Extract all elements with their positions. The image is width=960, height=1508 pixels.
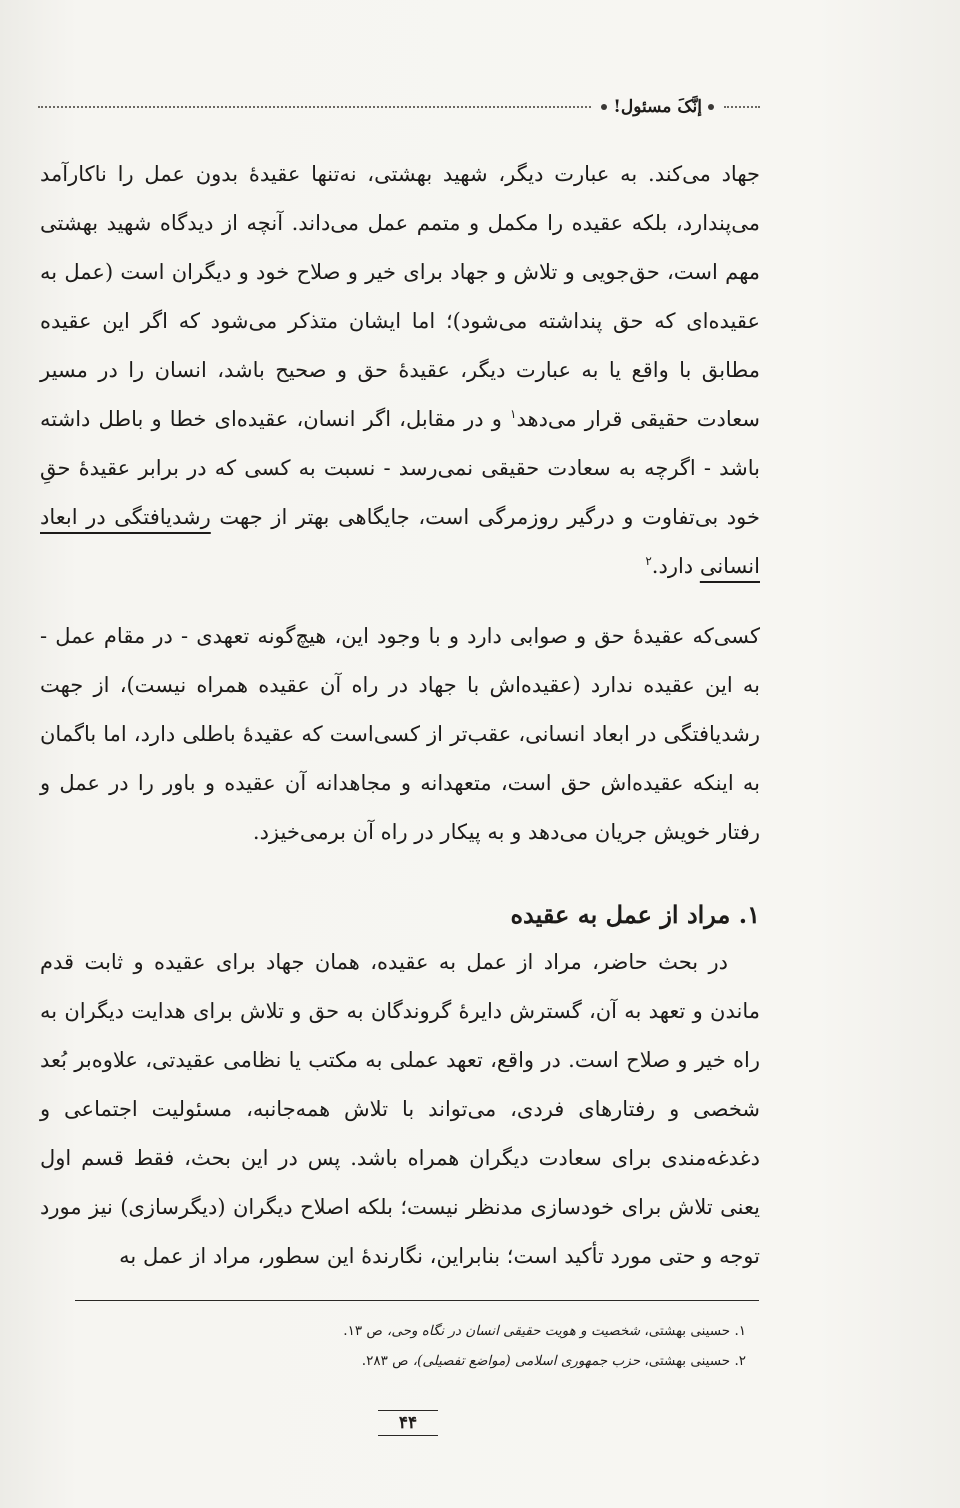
footnote-1 bbox=[40, 1316, 746, 1346]
footnotes bbox=[40, 1316, 760, 1376]
paragraph-1-text-c: دارد. bbox=[651, 554, 700, 578]
underlined-phrase: رشدیافتگی در ابعاد انسانی bbox=[40, 505, 760, 578]
bullet-icon bbox=[708, 104, 714, 110]
header-title: إنَّکَ مسئول! bbox=[613, 97, 702, 117]
paragraph-1-text-b: و در مقابل، اگر انسان، عقیده‌ای خطا و باطل داشته باشد - اگرچه به سعادت حقیقی نمی‌رسد - نسبت به کسی که در برابر عقیدهٔ حقِ خود بی‌تفاوت و درگیر روزمرگی است، جایگاهی بهتر از جهت bbox=[40, 407, 760, 529]
footnote-page: ص ۲۸۳. bbox=[361, 1353, 413, 1369]
footnote-number: ۲. bbox=[734, 1353, 746, 1369]
header-dotted-line-right bbox=[724, 106, 760, 108]
paragraph-1-text-a: جهاد می‌کند. به عبارت دیگر، شهید بهشتی، نه‌تنها عقیدهٔ بدون عمل را ناکارآمد می‌پندارد، بلکه عقیده را مکمل و متمم عمل می‌داند. آنچه از دیدگاه شهید بهشتی مهم است، حق‌جویی و تلاش و جهاد برای خیر و صلاح خود و دیگران است (عمل به عقیده‌ای که حق پنداشته می‌شود)؛ اما ایشان متذکر می‌شود که اگر این عقیده مطابق با واقع یا به عبارت دیگر، عقیدهٔ حق و صحیح باشد، انسان را در مسیر سعادت حقیقی قرار می‌دهد bbox=[40, 162, 760, 431]
footnote-work-title: حزب جمهوری اسلامی (مواضع تفصیلی)، bbox=[412, 1353, 645, 1369]
running-header bbox=[38, 92, 760, 122]
footnote-number: ۱. bbox=[734, 1323, 746, 1339]
page-number: ۴۴ bbox=[378, 1410, 438, 1436]
footnote-work-title: شخصیت و هویت حقیقی انسان در نگاه وحی، bbox=[387, 1323, 645, 1339]
bullet-icon bbox=[601, 104, 607, 110]
footnote-author: حسینی بهشتی، bbox=[644, 1353, 731, 1369]
footnote-divider bbox=[75, 1300, 759, 1301]
footnote-page: ص ۱۳. bbox=[343, 1323, 387, 1339]
header-title-wrap bbox=[591, 97, 724, 117]
footnote-author: حسینی بهشتی، bbox=[644, 1323, 731, 1339]
footnote-2 bbox=[40, 1346, 746, 1376]
paragraph-3: در بحث حاضر، مراد از عمل به عقیده، همان جهاد برای عقیده و ثابت قدم ماندن و تعهد به آن، گسترش دایرهٔ گروندگان به حق و تلاش برای هدایت دیگران به راه خیر و صلاح است. در واقع، تعهد عملی به مکتب یا نظامی عقیدتی، علاوه‌بر بُعد شخصی و رفتارهای فردی، می‌تواند با تلاش همه‌جانبه، مسئولیت اجتماعی و دغدغه‌مندی برای سعادت دیگران همراه باشد. پس در این بحث، فقط قسم اول یعنی تلاش برای خودسازی مدنظر نیست؛ بلکه اصلاح دیگران (دیگرسازی) نیز مورد توجه و حتی مورد تأکید است؛ بنابراین، نگارندهٔ این سطور، مراد از عمل به bbox=[40, 950, 760, 1268]
footnote-ref-1: ۱ bbox=[510, 407, 517, 421]
paragraph-1 bbox=[40, 150, 760, 591]
section-heading: ۱. مراد از عمل به عقیده bbox=[510, 900, 760, 929]
header-dotted-line-left bbox=[38, 106, 591, 108]
footnote-ref-2: ۲ bbox=[645, 554, 652, 568]
paragraph-2: کسی‌که عقیدهٔ حق و صوابی دارد و با وجود این، هیچ‌گونه تعهدی - در مقام عمل - به این عقیده ندارد (عقیده‌اش با جهاد در راه آن عقیده همراه نیست)، از جهت رشدیافتگی در ابعاد انسانی، عقب‌تر از کسی‌است که عقیدهٔ باطلی دارد، اما باگمان به اینکه عقیده‌اش حق است، متعهدانه و مجاهدانه آن عقیده و باور را در عمل و رفتار خویش جریان می‌دهد و به پیکار در راه آن برمی‌خیزد. bbox=[40, 624, 760, 844]
